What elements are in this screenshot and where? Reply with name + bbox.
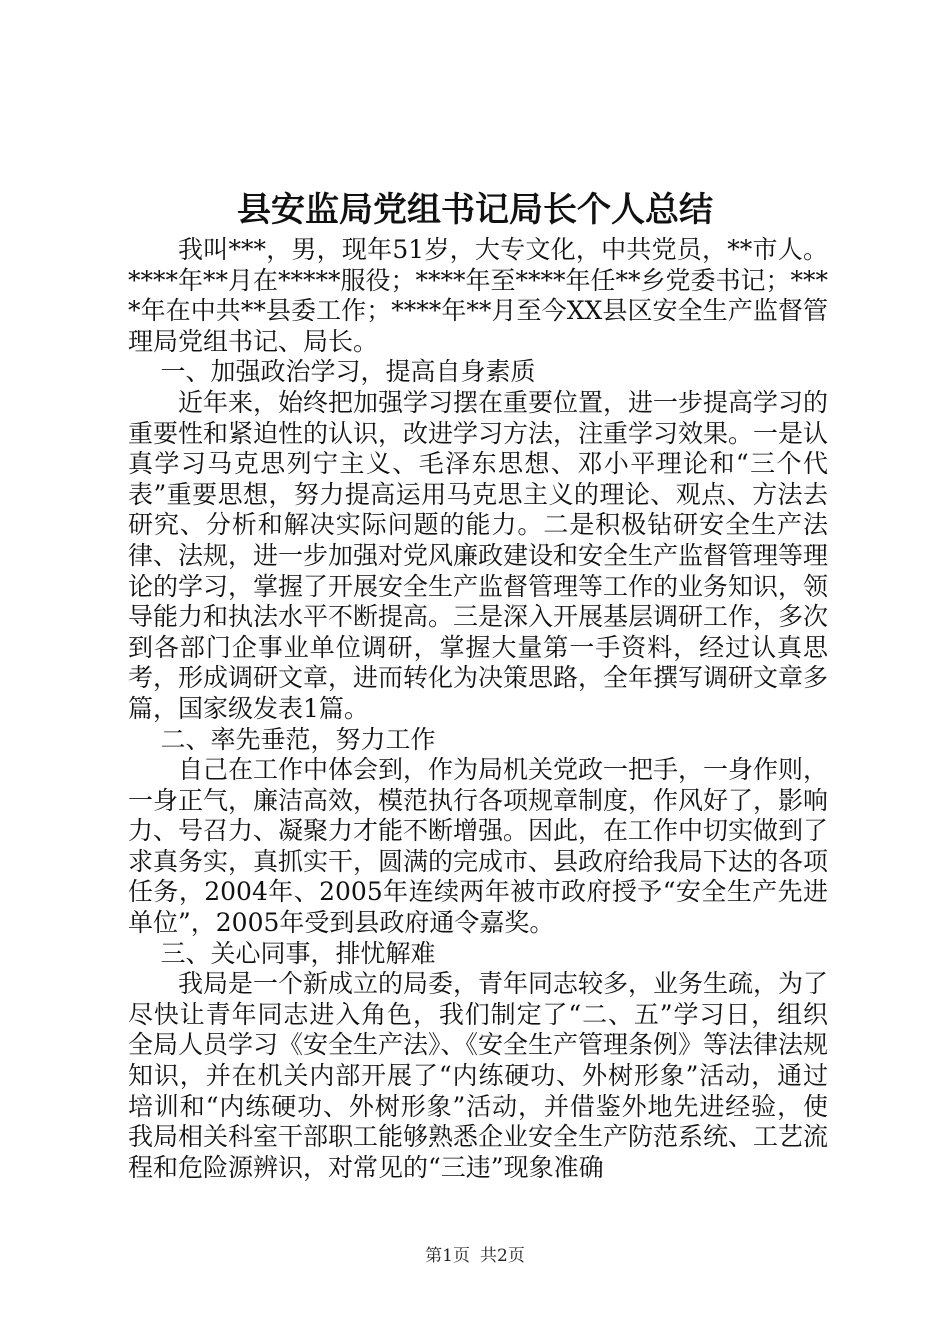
document-body bbox=[128, 235, 828, 1183]
section-heading-1: 一、加强政治学习，提高自身素质 bbox=[160, 357, 536, 387]
document-title: 县安监局党组书记局长个人总结 bbox=[237, 190, 713, 230]
page-total: 共2页 bbox=[480, 1246, 525, 1266]
intro-paragraph: 我叫***，男，现年51岁，大专文化，中共党员，**市人。****年**月在*****服役；****年至****年任**乡党委书记；****年在中共**县委工作；****年**月至今XX县区安全生产监督管理局党组书记、局长。 bbox=[128, 235, 829, 356]
section-paragraph-2: 自己在工作中体会到，作为局机关党政一把手，一身作则，一身正气，廉洁高效，模范执行各项规章制度，作风好了，影响力、号召力、凝聚力才能不断增强。因此，在工作中切实做到了求真务实，真抓实干，圆满的完成市、县政府给我局下达的各项任务，2004年、2005年连续两年被市政府授予“安全生产先进单位”，2005年受到县政府通令嘉奖。 bbox=[128, 755, 829, 938]
page-footer bbox=[0, 1244, 950, 1268]
section-paragraph-1: 近年来，始终把加强学习摆在重要位置，进一步提高学习的重要性和紧迫性的认识，改进学习方法，注重学习效果。一是认真学习马克思列宁主义、毛泽东思想、邓小平理论和“三个代表”重要思想，努力提高运用马克思主义的理论、观点、方法去研究、分析和解决实际问题的能力。二是积极钻研安全生产法律、法规，进一步加强对党风廉政建设和安全生产监督管理等理论的学习，掌握了开展安全生产监督管理等工作的业务知识，领导能力和执法水平不断提高。三是深入开展基层调研工作，多次到各部门企事业单位调研，掌握大量第一手资料，经过认真思考，形成调研文章，进而转化为决策思路，全年撰写调研文章多篇，国家级发表1篇。 bbox=[128, 387, 829, 723]
section-paragraph-3: 我局是一个新成立的局委，青年同志较多，业务生疏，为了尽快让青年同志进入角色，我们制定了“二、五”学习日，组织全局人员学习《安全生产法》、《安全生产管理条例》等法律法规知识，并在机关内部开展了“内练硬功、外树形象”活动，通过培训和“内练硬功、外树形象”活动，并借鉴外地先进经验，使我局相关科室干部职工能够熟悉企业安全生产防范系统、工艺流程和危险源辨识，对常见的“三违”现象准确 bbox=[128, 969, 829, 1182]
section-heading-3: 三、关心同事，排忧解难 bbox=[160, 938, 436, 968]
page-number: 第1页 bbox=[425, 1246, 470, 1266]
section-heading-2: 二、率先垂范，努力工作 bbox=[160, 724, 436, 754]
